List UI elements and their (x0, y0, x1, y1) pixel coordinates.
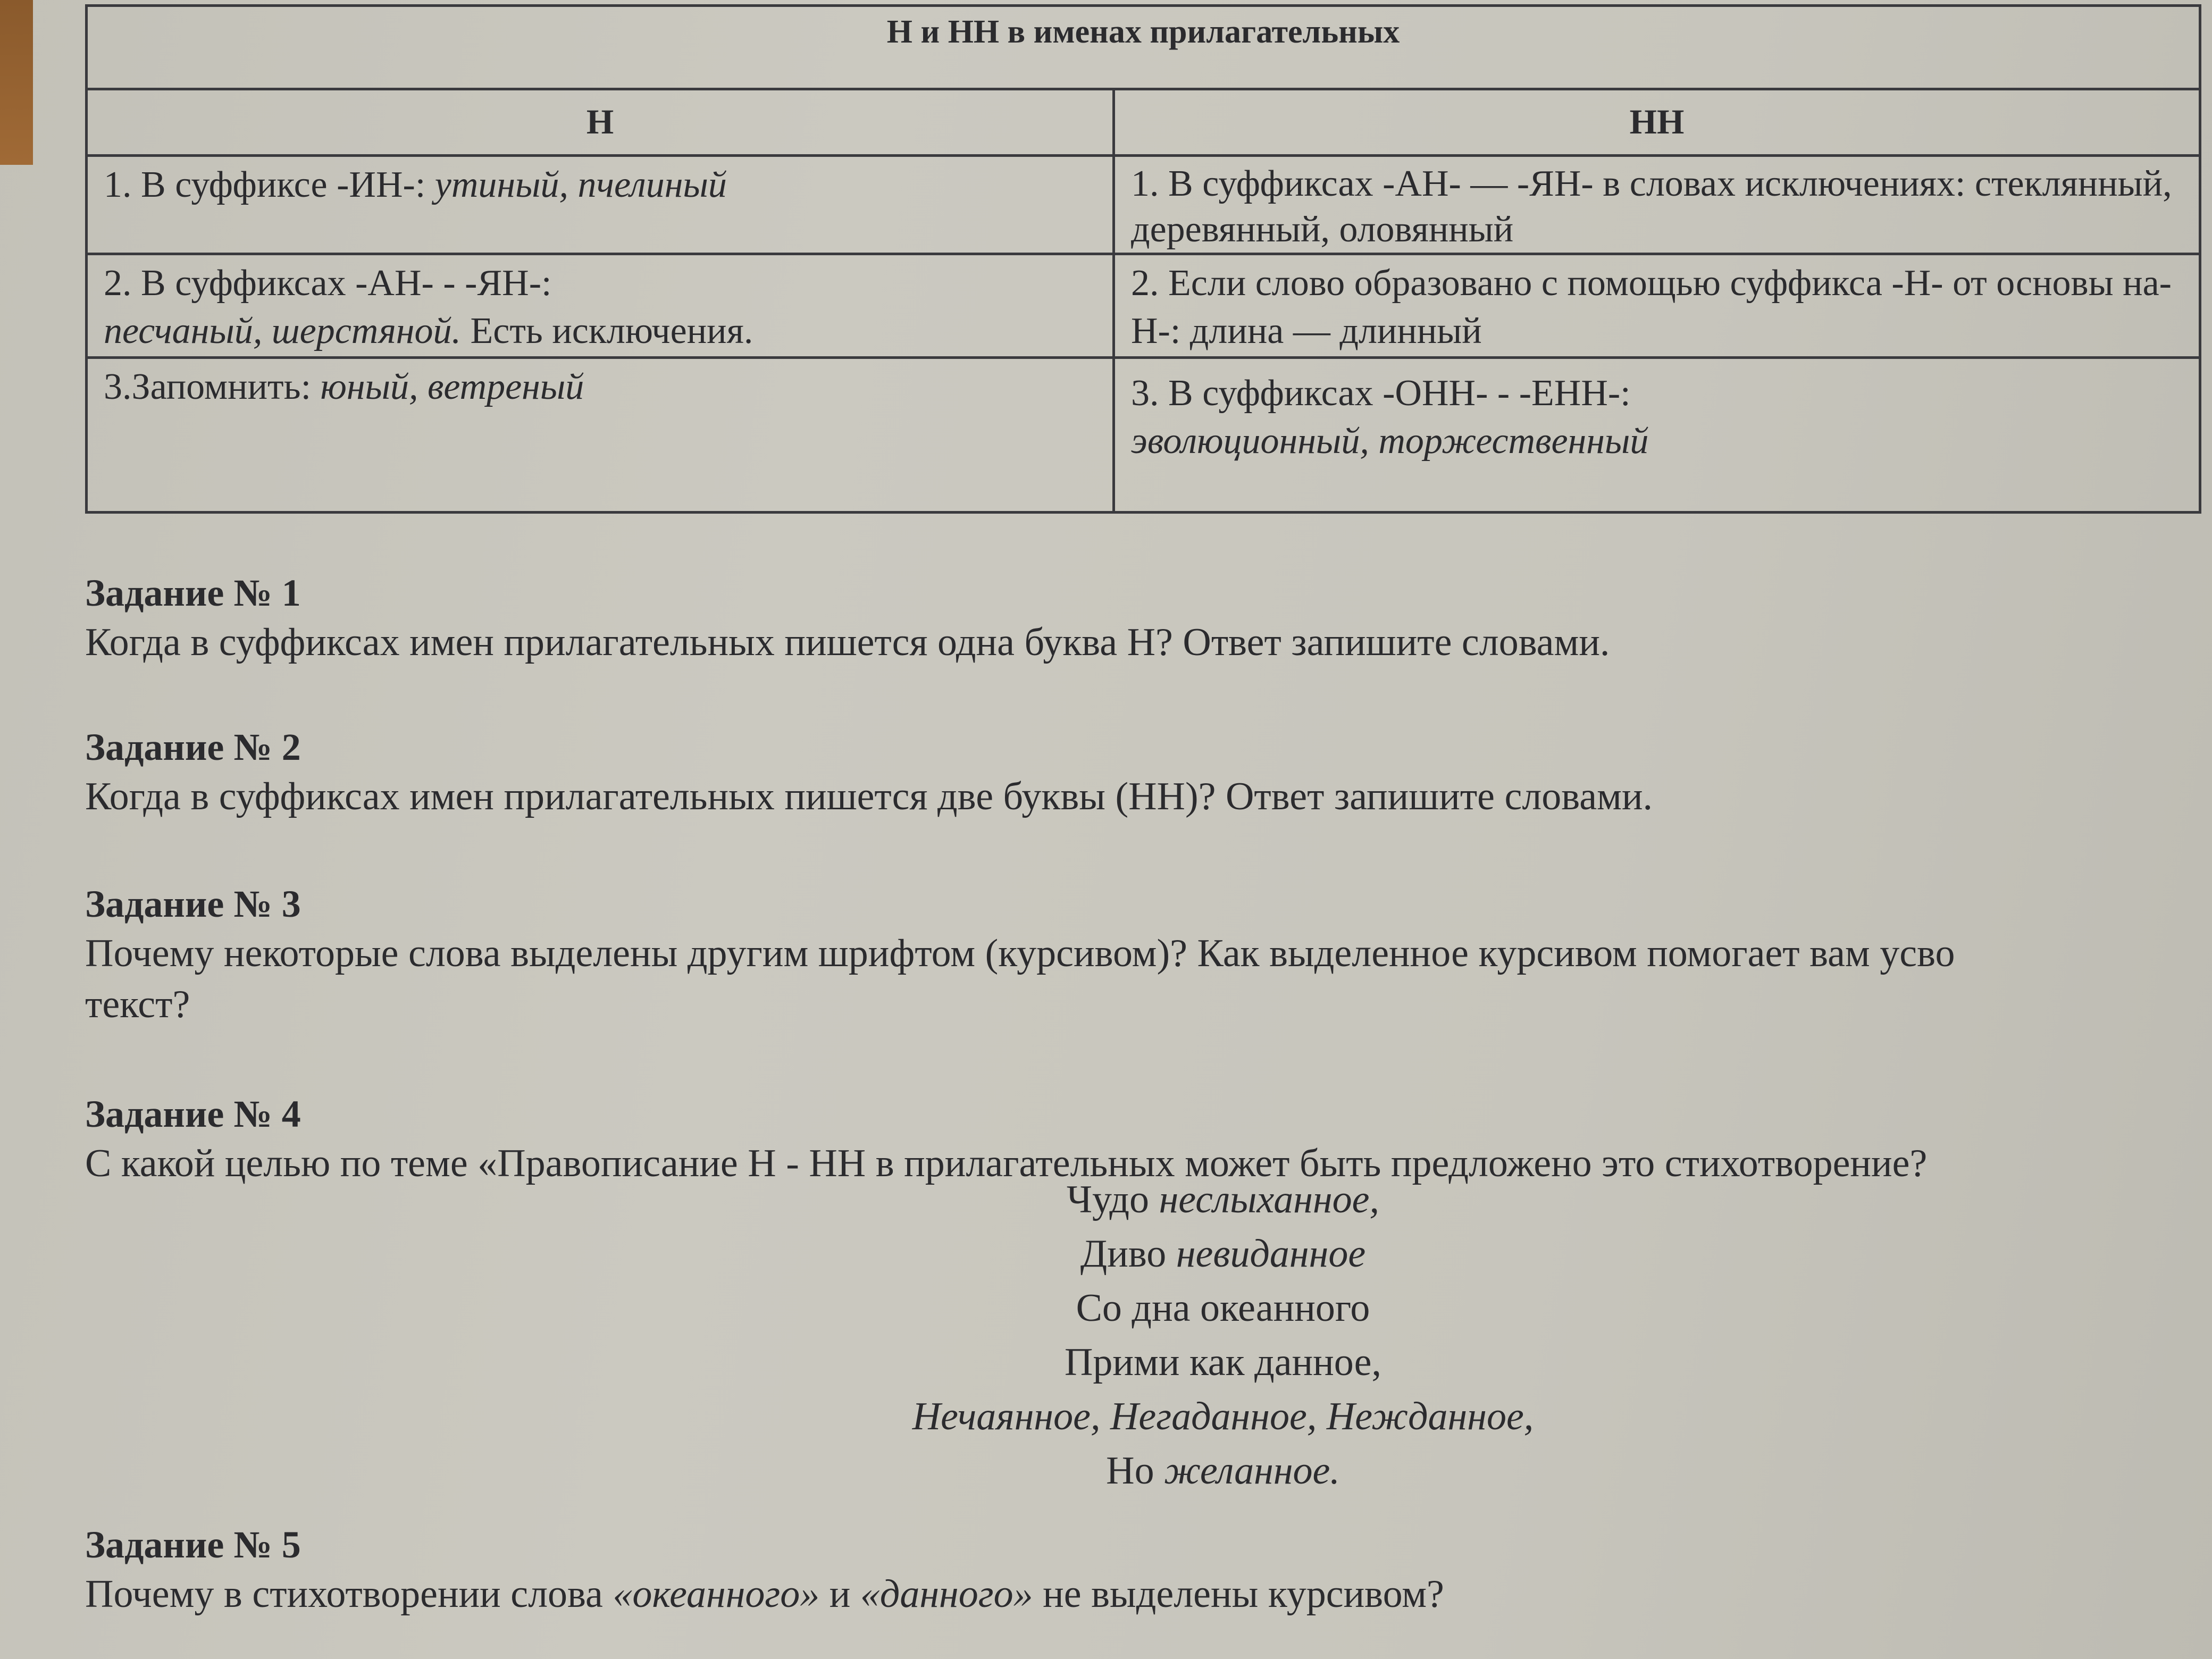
rule-note: Есть исключения. (460, 311, 753, 351)
poem-line (691, 1444, 1755, 1498)
poem-plain: Диво (1080, 1232, 1176, 1276)
poem-line (691, 1389, 1755, 1444)
column-header-nn: НН (1114, 89, 2200, 156)
task-text-part: Почему в стихотворении слова (85, 1572, 613, 1616)
task-text: Когда в суффиксах имен прилагательных пишется две буквы (НН)? Ответ запишите словами. (85, 775, 1653, 818)
task-title: Задание № 5 (85, 1523, 301, 1566)
poem-italic: невиданное (1176, 1232, 1366, 1276)
task-text: Когда в суффиксах имен прилагательных пишется одна буква Н? Ответ запишите словами. (85, 621, 1610, 664)
poem-plain: Но (1106, 1449, 1164, 1493)
rule-text: 3.Запомнить: (104, 366, 321, 407)
task-text (85, 1569, 2207, 1620)
table-cell-right-3 (1114, 358, 2200, 513)
poem-line (691, 1335, 1755, 1389)
task-1 (85, 569, 2207, 668)
rule-examples: эволюционный, торжественный (1131, 421, 1649, 462)
poem-italic: Нечаянное, Негаданное, Нежданное, (912, 1395, 1534, 1438)
column-header-n: Н (87, 89, 1114, 156)
poem-line (691, 1281, 1755, 1335)
rule-examples: юный, ветреный (320, 366, 584, 407)
task-text-part: не выделены курсивом? (1033, 1572, 1444, 1616)
task-text-italic: «океанного» (613, 1572, 820, 1616)
poem (691, 1172, 1755, 1498)
task-5 (85, 1521, 2207, 1620)
desk-edge (0, 0, 33, 165)
rule-examples: песчаный, шерстяной. (104, 311, 461, 351)
table-cell-right-2 (1114, 254, 2200, 358)
table-cell-left-2 (87, 254, 1114, 358)
rule-text: 1. В суффиксе -ИН-: (104, 164, 435, 205)
task-text: С какой целью по теме «Правописание Н - НН в прилагательных может быть предложено это стихотворение? (85, 1142, 1928, 1185)
task-text-continued: текст? (85, 983, 190, 1026)
poem-italic: желанное. (1164, 1449, 1340, 1493)
rule-text: 1. В суффиксах -АН- — -ЯН- в словах исключениях: стеклянный, деревянный, оловянный (1131, 163, 2172, 250)
poem-plain: Чудо (1066, 1178, 1159, 1221)
rule-text: 2. Если слово образовано с помощью суффикса -Н- от основы на-Н-: длина — длинный (1131, 263, 2172, 351)
task-text-part: и (819, 1572, 860, 1616)
task-title: Задание № 2 (85, 726, 301, 768)
task-title: Задание № 1 (85, 572, 301, 614)
poem-plain: Со дна океанного (1076, 1286, 1370, 1330)
task-text: Почему некоторые слова выделены другим шрифтом (курсивом)? Как выделенное курсивом помогает вам усво (85, 932, 1955, 975)
table-cell-left-3 (87, 358, 1114, 513)
task-text-italic: «данного» (860, 1572, 1033, 1616)
rule-text: 2. В суффиксах -АН- - -ЯН-: (104, 263, 552, 304)
rule-text: 3. В суффиксах -ОНН- - -ЕНН-: (1131, 373, 1631, 414)
poem-plain: Прими как данное, (1064, 1340, 1382, 1384)
task-2 (85, 723, 2207, 822)
table-cell-right-1 (1114, 156, 2200, 254)
poem-line (691, 1227, 1755, 1281)
table-cell-left-1 (87, 156, 1114, 254)
rules-table (85, 4, 2201, 514)
poem-line (691, 1172, 1755, 1227)
task-title: Задание № 3 (85, 883, 301, 925)
poem-italic: неслыханное, (1159, 1178, 1380, 1221)
task-3 (85, 880, 2207, 1030)
table-title: Н и НН в именах прилагательных (87, 6, 2200, 89)
task-title: Задание № 4 (85, 1093, 301, 1135)
rule-examples: утиный, пчелиный (434, 164, 727, 205)
